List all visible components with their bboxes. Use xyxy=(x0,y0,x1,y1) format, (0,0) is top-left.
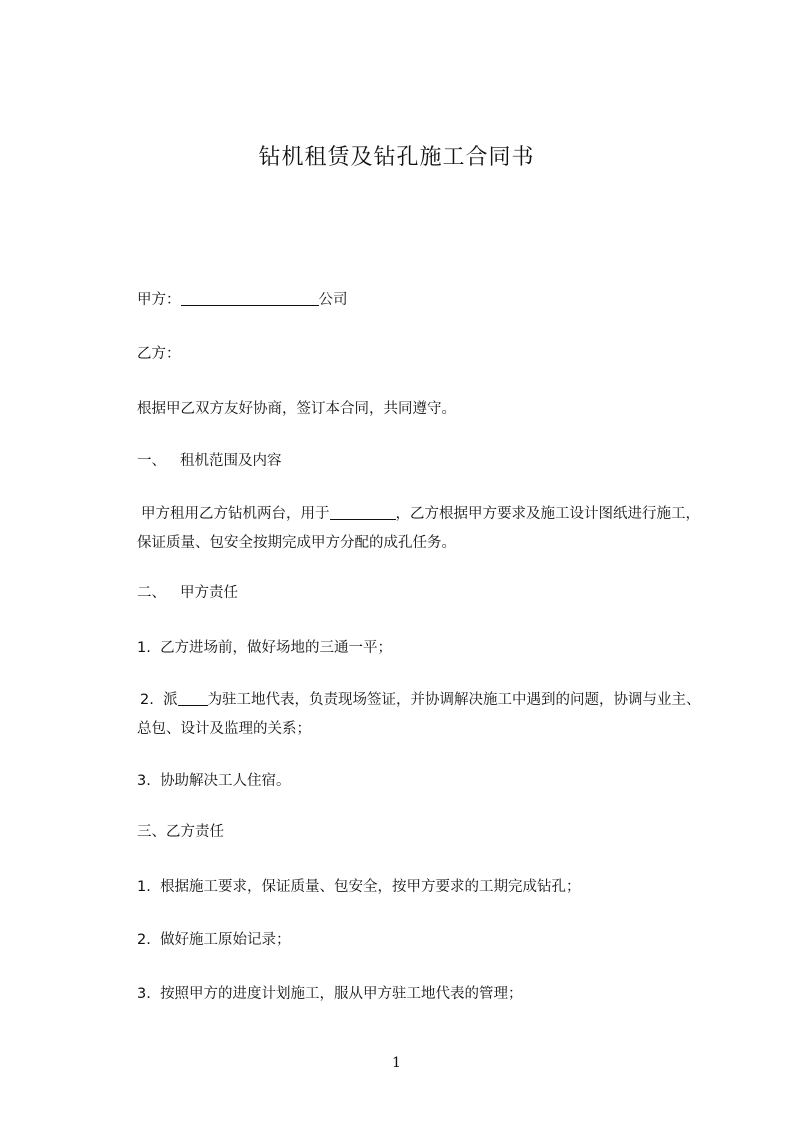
usage-blank xyxy=(330,504,396,520)
section-3-heading xyxy=(137,818,717,847)
section-3-item-1 xyxy=(137,873,717,902)
section-2-heading xyxy=(137,579,717,608)
section-1-number: 一、 xyxy=(137,453,166,469)
list-item-prefix: 派 xyxy=(163,692,178,708)
list-item-text: 做好施工原始记录； xyxy=(160,932,291,948)
intro-paragraph: 根据甲乙双方友好协商，签订本合同，共同遵守。 xyxy=(137,401,456,417)
party-b-line xyxy=(137,340,717,369)
section-1-body xyxy=(137,500,709,558)
list-item-text: 为驻工地代表，负责现场签证，并协调解决施工中遇到的问题，协调与业主、总包、设计及监理的关系； xyxy=(137,692,701,737)
section-3-item-2 xyxy=(137,926,717,955)
list-item-text: 按照甲方的进度计划施工，服从甲方驻工地代表的管理； xyxy=(160,986,523,1002)
list-item-text: 协助解决工人住宿。 xyxy=(160,773,291,789)
section-1-heading xyxy=(137,447,717,476)
section-3-number: 三、 xyxy=(137,824,166,840)
page-number: 1 xyxy=(392,1055,401,1071)
party-a-blank xyxy=(181,290,319,306)
list-item-number: 3. xyxy=(137,773,151,789)
section-2-item-2 xyxy=(137,686,709,744)
list-item-number: 2. xyxy=(137,932,151,948)
list-item-text: 乙方进场前，做好场地的三通一平； xyxy=(160,640,393,656)
section-1-body-suffix: ，乙方根据甲方要求及施工设计图纸进行施工，保证质量、包安全按期完成甲方分配的成孔任务。 xyxy=(137,506,700,551)
list-item-number: 1. xyxy=(137,640,151,656)
document-title: 钻机租赁及钻孔施工合同书 xyxy=(258,145,535,170)
section-2-number: 二、 xyxy=(137,585,166,601)
section-3-title: 乙方责任 xyxy=(166,824,224,840)
party-b-label: 乙方： xyxy=(137,346,181,362)
section-1-body-prefix: 甲方租用乙方钻机两台，用于 xyxy=(141,506,330,522)
section-2-item-3 xyxy=(137,767,717,796)
party-a-suffix: 公司 xyxy=(318,292,348,308)
representative-blank xyxy=(178,690,208,706)
section-1-title: 租机范围及内容 xyxy=(180,453,282,469)
section-2-item-1 xyxy=(137,634,717,663)
list-item-number: 3. xyxy=(137,986,151,1002)
list-item-number: 1. xyxy=(137,879,151,895)
list-item-text: 根据施工要求，保证质量、包安全，按甲方要求的工期完成钻孔； xyxy=(160,879,581,895)
section-3-item-3 xyxy=(137,980,717,1009)
section-2-title: 甲方责任 xyxy=(180,585,238,601)
party-a-line xyxy=(137,286,717,315)
party-a-label: 甲方： xyxy=(137,292,181,308)
list-item-number: 2. xyxy=(140,692,154,708)
